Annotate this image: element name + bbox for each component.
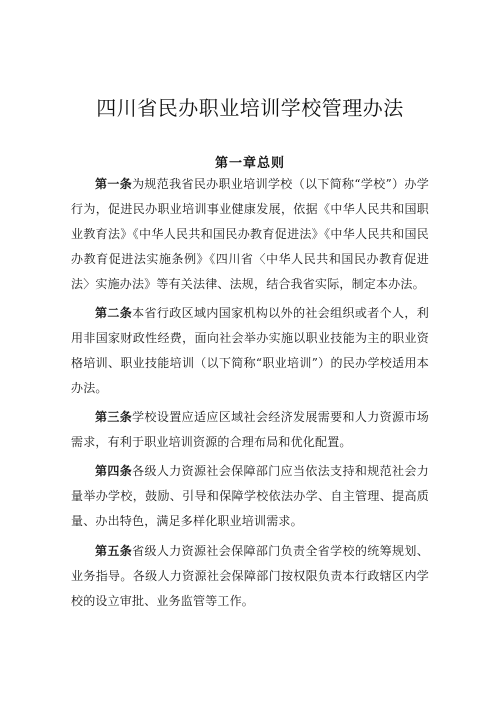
- article-number: 第一条: [95, 177, 133, 191]
- article-paragraph: [71, 459, 429, 534]
- document-title: 四川省民办职业培训学校管理办法: [96, 96, 404, 120]
- article-text: 为规范我省民办职业培训学校（以下简称“学校”）办学行为，促进民办职业培训事业健康发展，依据《中华人民共和国职业教育法》《中华人民共和国民办教育促进法》《中华人民共和国民办教育促进法实施条例》《四川省〈中华人民共和国民办教育促进法〉实施办法》等有关法律、法规，结合我省实际，制定本办法。: [71, 177, 429, 291]
- article-text: 学校设置应适应区域社会经济发展需要和人力资源市场需求，有利于职业培训资源的合理布局和优化配置。: [71, 410, 429, 450]
- chapter-heading: 第一章总则: [214, 156, 285, 171]
- article-text: 省级人力资源社会保障部门负责全省学校的统筹规划、业务指导。各级人力资源社会保障部门按权限负责本行政辖区内学校的设立审批、业务监管等工作。: [71, 543, 429, 608]
- article-text: 各级人力资源社会保障部门应当依法支持和规范社会力量举办学校，鼓励、引导和保障学校依法办学、自主管理、提高质量、办出特色，满足多样化职业培训需求。: [71, 464, 429, 529]
- article-number: 第三条: [95, 410, 133, 425]
- article-number: 第四条: [95, 464, 133, 479]
- document-body: [71, 172, 429, 618]
- article-paragraph: [71, 172, 429, 297]
- article-number: 第五条: [95, 543, 133, 558]
- article-paragraph: [71, 301, 429, 401]
- article-paragraph: [71, 539, 429, 614]
- article-text: 本省行政区域内国家机构以外的社会组织或者个人，利用非国家财政性经费，面向社会举办实施以职业技能为主的职业资格培训、职业技能培训（以下简称“职业培训”）的民办学校适用本办法。: [71, 306, 429, 395]
- article-paragraph: [71, 405, 429, 455]
- article-number: 第二条: [95, 306, 133, 321]
